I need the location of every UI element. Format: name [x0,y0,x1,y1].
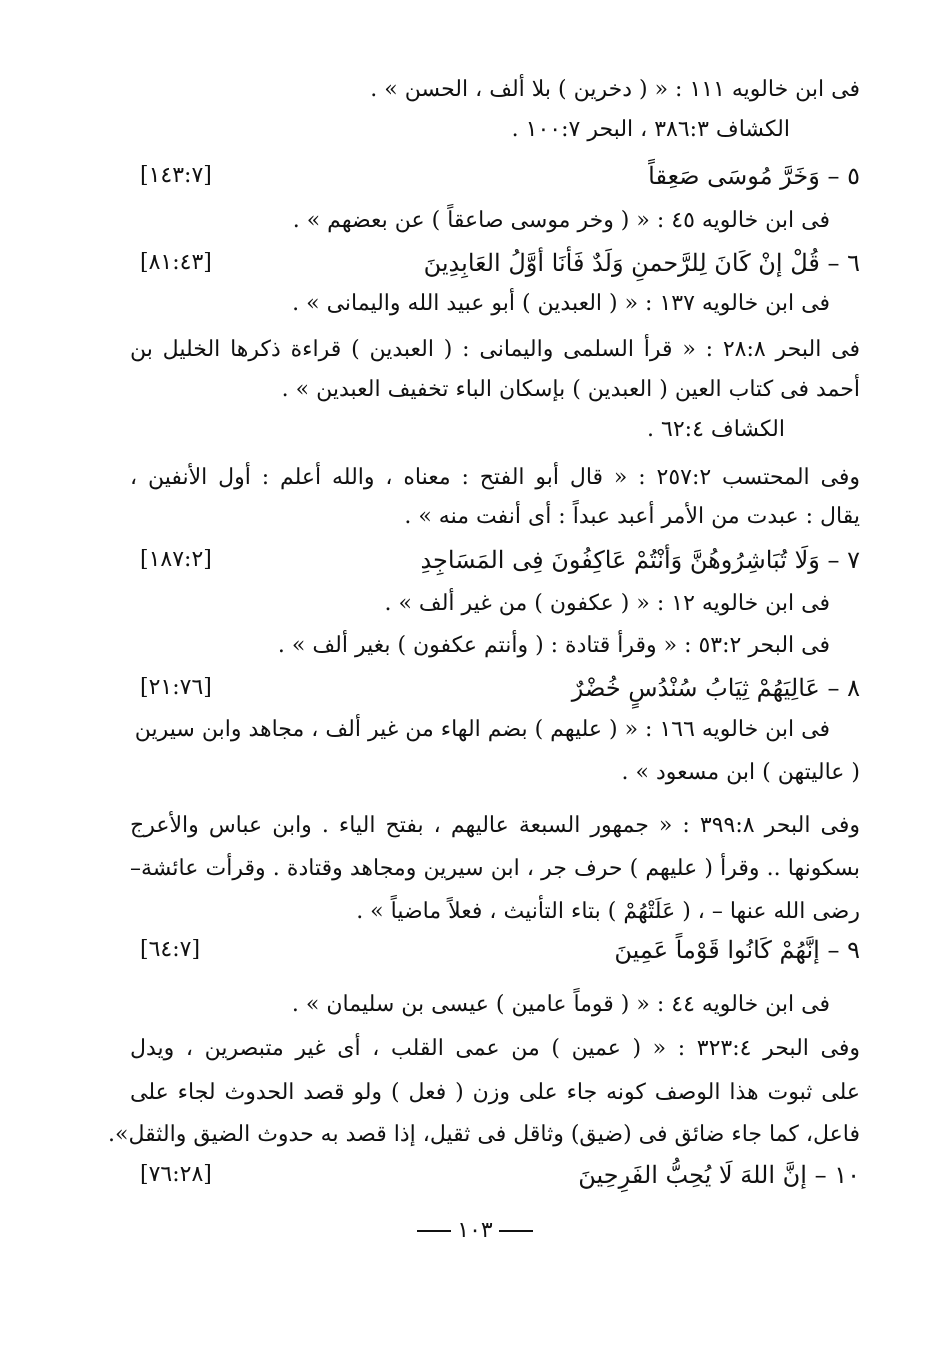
verse-line: ٦ – قُلْ إنْ كَانَ لِلرَّحمنِ وَلَدٌ فَأنَا أوَّلُ العَابِدِينَ [423,249,860,277]
text-line: بسكونها .. وقرأ ( عليهم ) حرف جر ، ابن سيرين ومجاهد وقتادة . وقرأت عائشة– [130,856,860,881]
text-line: على ثبوت هذا الوصف كونه جاء على وزن ( فعل ) ولو قصد الحدوث لجاء على [130,1080,860,1105]
verse-line: ٥ – وَخَرَّ مُوسَى صَعِقاً [648,162,860,190]
text-line: الكشاف ٣٨٦:٣ ، البحر ١٠٠:٧ . [511,117,790,142]
verse-line: ٧ – وَلَا تُبَاشِرُوهُنَّ وَأنْتُمْ عَاكِفُونَ فِى المَسَاجِدِ [420,546,860,574]
text-line: فى ابن خالويه ٤٥ : « ( وخر موسى صاعقاً ) عن بعضهم » . [292,208,830,233]
verse-reference: [٢١:٧٦] [140,675,212,700]
text-line: يقال : عبدت من الأمر أعبد عبداً : أى أنفت منه » . [404,504,860,529]
text-line: فى البحر ٥٣:٢ : « وقرأ قتادة : ( وأنتم عكفون ) بغير ألف » . [277,633,830,658]
text-line: وفى المحتسب ٢٥٧:٢ : « قال أبو الفتح : معناه ، والله أعلم : أول الأنفين ، [130,465,860,490]
text-line: فاعل، كما جاء ضائق فى (ضيق) وثاقل فى ثقيل، إذا قصد به حدوث الضيق والثقل». [108,1122,860,1147]
text-line: الكشاف ٦٢:٤ . [647,417,785,442]
page-number-text: ١٠٣ [457,1218,493,1243]
page-number [0,1218,950,1243]
verse-reference: [٦٤:٧] [140,937,201,962]
verse-reference: [٧٦:٢٨] [140,1162,212,1187]
verse-reference: [١٨٧:٢] [140,547,212,572]
text-line: ( عاليتهن ) ابن مسعود » . [621,760,860,785]
text-line: فى البحر ٢٨:٨ : « قرأ السلمى واليمانى : ( العبدين ) قراءة ذكرها الخليل بن [130,337,860,362]
verse-reference: [١٤٣:٧] [140,163,212,188]
text-line: فى ابن خالويه ٤٤ : « ( قوماً عامين ) عيسى بن سليمان » . [291,992,830,1017]
text-line: فى ابن خالويه ١٣٧ : « ( العبدين ) أبو عبيد الله واليمانى » . [292,291,830,316]
text-line: رضى الله عنها – ، ( عَلَتْهُمْ ) بتاء التأنيث ، فعلاً ماضياً » . [356,899,860,924]
text-line: أحمد فى كتاب العين ( العبدين ) بإسكان الباء تخفيف العبدين » . [281,377,860,402]
dash-right [417,1230,451,1232]
text-line: وفى البحر ٣٩٩:٨ : « جمهور السبعة عاليهم ، بفتح الياء . وابن عباس والأعرج [130,813,860,838]
verse-line: ٩ – إنَّهُمْ كَانُوا قَوْماً عَمِينَ [614,936,860,964]
verse-line: ٨ – عَالِيَهُمْ ثِيَابُ سُنْدُسٍ خُضْرٌ [571,674,860,702]
text-line: فى ابن خالويه ١٦٦ : « ( عليهم ) بضم الهاء من غير ألف ، مجاهد وابن سيرين [134,717,830,742]
dash-left [499,1230,533,1232]
verse-line: ١٠ – إنَّ اللهَ لَا يُحِبُّ الفَرِحِينَ [578,1161,860,1189]
verse-reference: [٨١:٤٣] [140,250,212,275]
text-line: وفى البحر ٣٢٣:٤ : « ( عمين ) من عمى القلب ، أى غير متبصرين ، ويدل [130,1036,860,1061]
text-line: فى ابن خالويه ١٢ : « ( عكفون ) من غير ألف » . [384,591,830,616]
text-line: فى ابن خالويه ١١١ : « ( دخرين ) بلا ألف ، الحسن » . [370,77,860,102]
